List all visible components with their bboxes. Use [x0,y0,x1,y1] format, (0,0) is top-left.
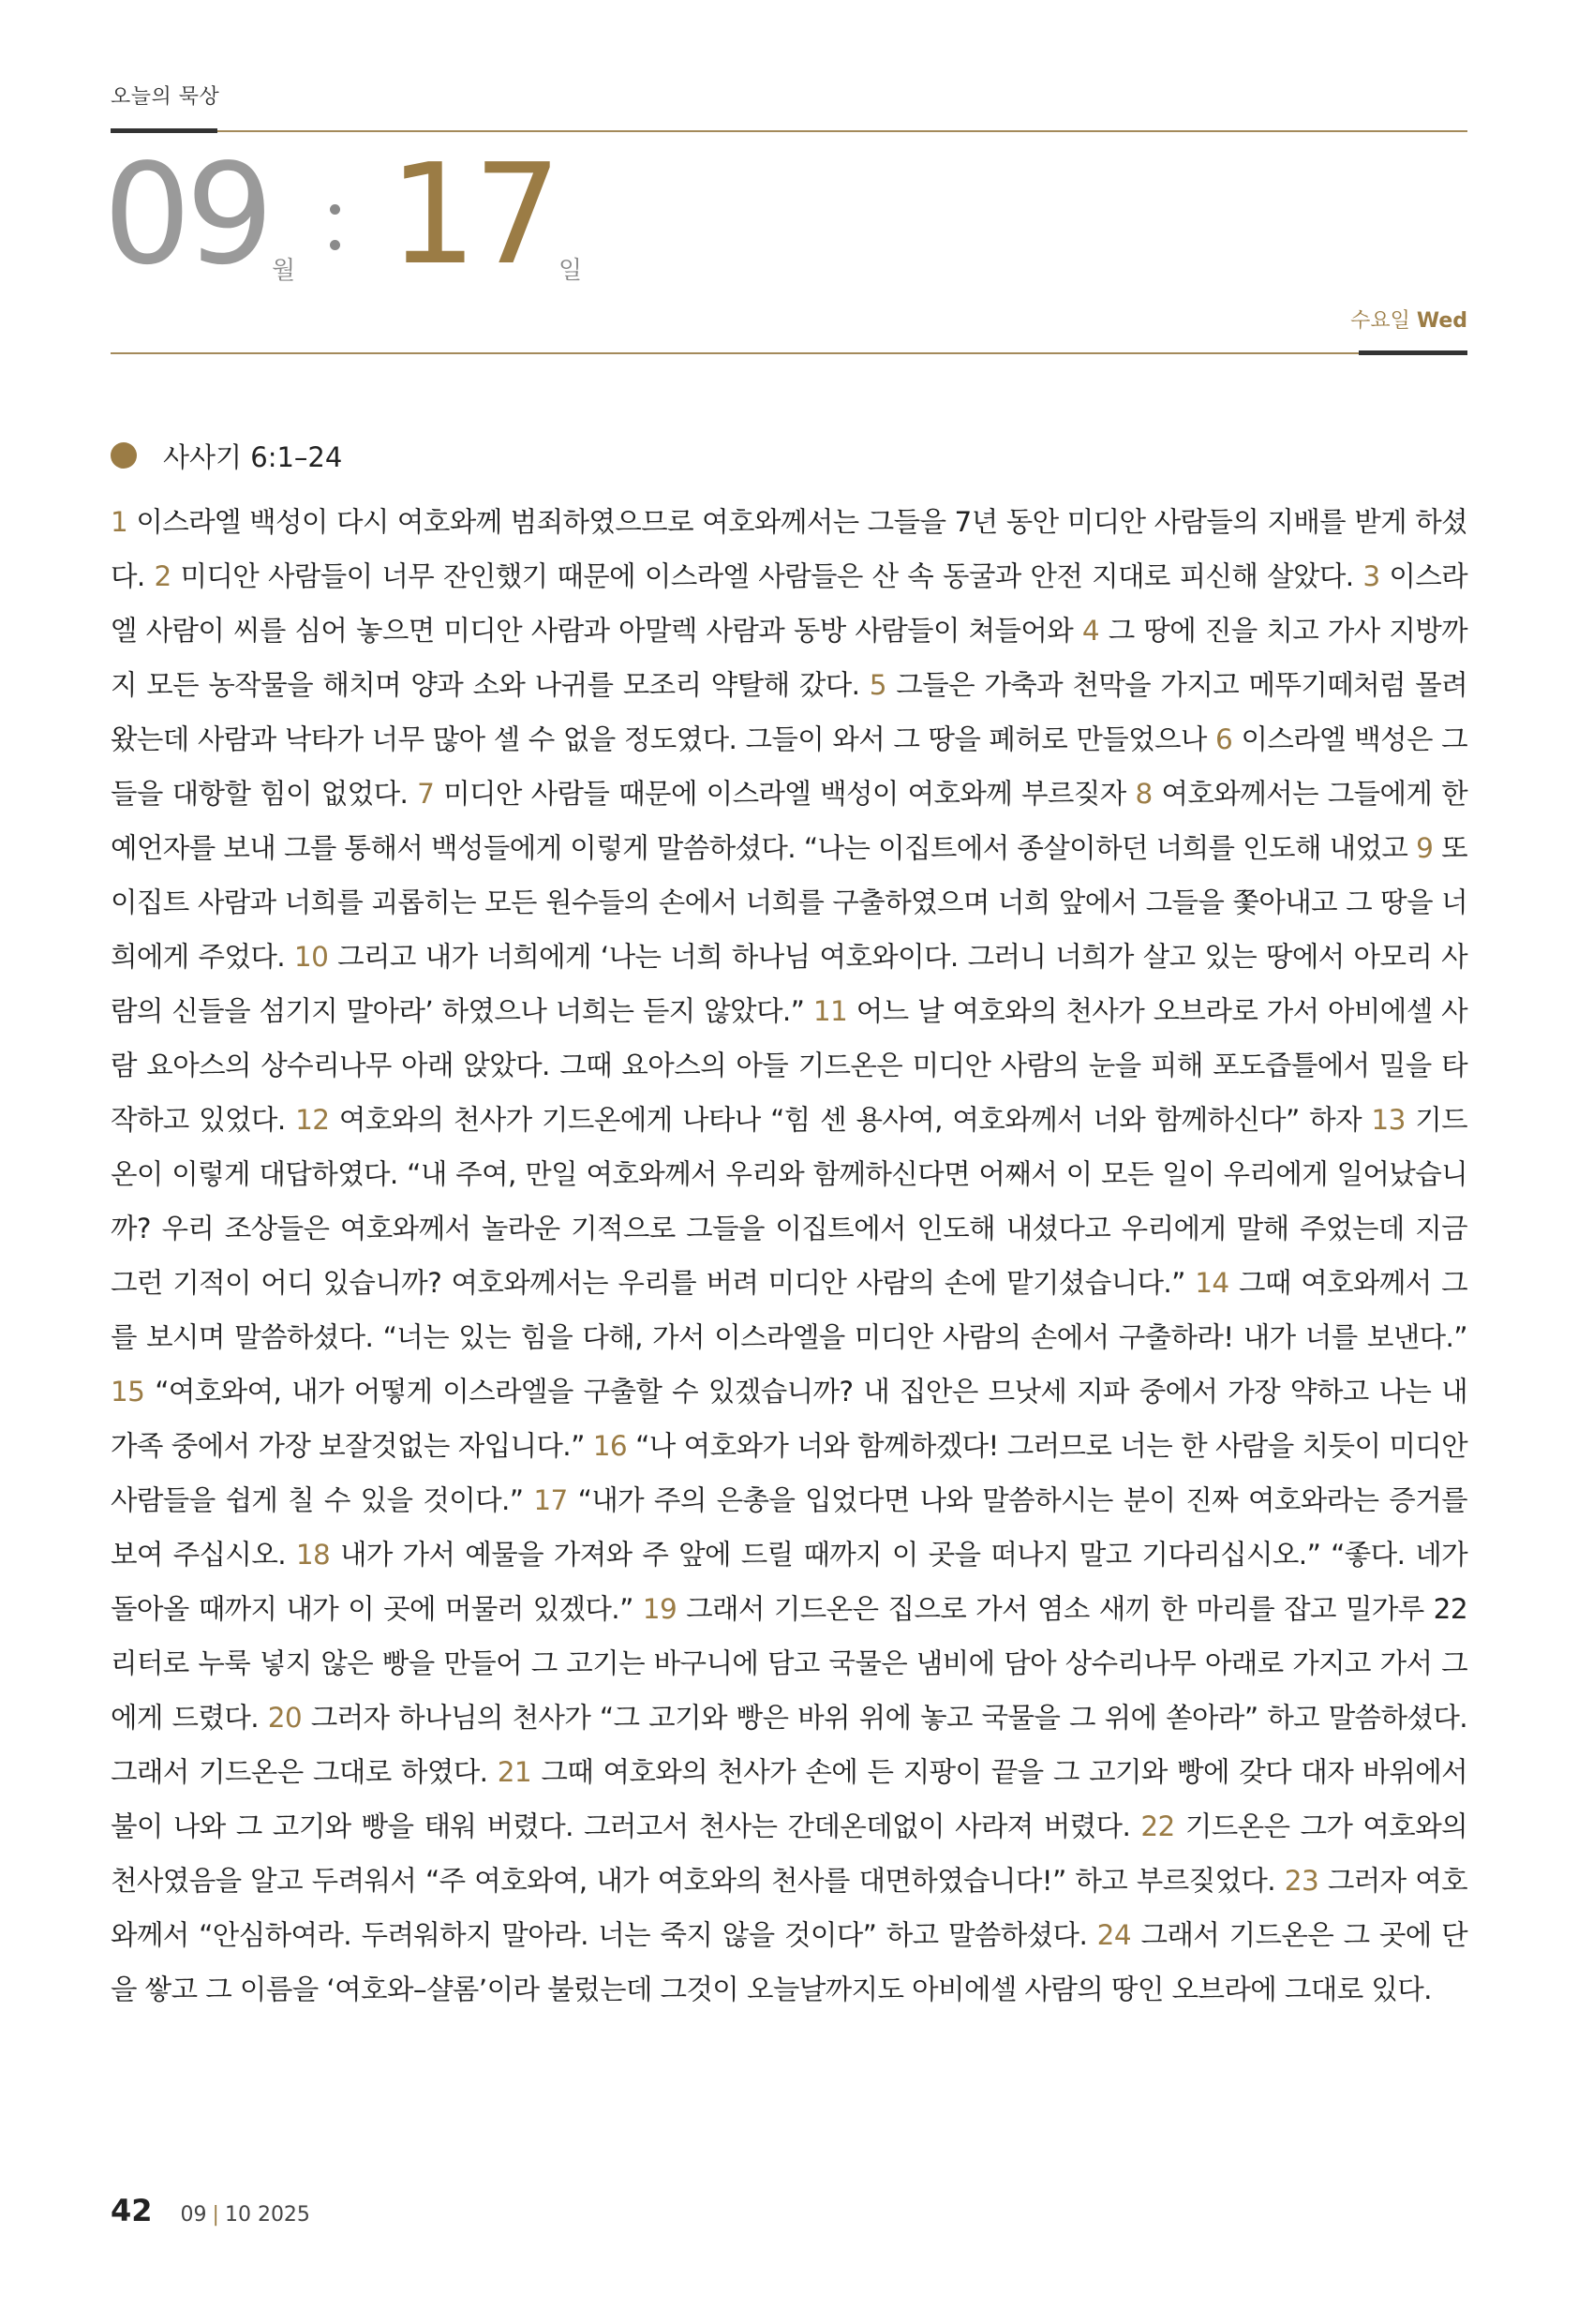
passage-text [111,495,1467,2017]
verse-text: 이스라엘 백성은 그들을 대항할 힘이 없었다. [111,723,1468,810]
verse-text: 미디안 사람들이 너무 잔인했기 때문에 이스라엘 사람들은 산 속 동굴과 안전 지대로 피신해 살았다. [180,560,1354,592]
verse-number: 20 [267,1702,303,1734]
issue-label: 09 | 10 2025 [180,2203,310,2227]
verse-number: 2 [154,560,171,592]
verse-text: 그때 여호와의 천사가 손에 든 지팡이 끝을 그 고기와 빵에 갖다 대자 바위에서 불이 나와 그 고기와 빵을 태워 버렸다. 그러고서 천사는 간데온데없이 사라져 버렸다. [111,1756,1467,1842]
verse-number: 15 [111,1376,145,1408]
verse-text: “내가 주의 은총을 입었다면 나와 말씀하시는 분이 진짜 여호와라는 증거를 보여 주십시오. [111,1484,1468,1571]
weekday-ko: 수요일 [1350,309,1410,333]
verse-text: 이스라엘 사람이 씨를 심어 놓으면 미디안 사람과 아말렉 사람과 동방 사람들이 쳐들어와 [111,560,1468,647]
verse-text: 이스라엘 백성이 다시 여호와께 범죄하였으므로 여호와께서는 그들을 7년 동안 미디안 사람들의 지배를 받게 하셨다. [111,506,1467,592]
date-colon [330,187,341,262]
date-month-unit: 월 [272,257,296,285]
verse-text: 내가 가서 예물을 가져와 주 앞에 드릴 때까지 이 곳을 떠나지 말고 기다리십시오.” “좋다. 네가 돌아올 때까지 내가 이 곳에 머물러 있겠다.” [111,1539,1467,1625]
verse-number: 5 [869,669,886,701]
page-number: 42 [111,2193,153,2228]
weekday-en: Wed [1416,309,1467,333]
verse-number: 3 [1362,560,1380,592]
mid-rule [111,352,1467,354]
mid-rule-accent [1359,350,1467,355]
top-rule [111,130,1467,132]
weekday [1350,305,1467,334]
verse-number: 12 [295,1104,330,1136]
verse-number: 14 [1195,1267,1229,1299]
verse-text: 그러자 여호와께서 “안심하여라. 두려워하지 말아라. 너는 죽지 않을 것이다” 하고 말씀하셨다. [111,1865,1468,1951]
issue-month-a: 09 [180,2203,207,2227]
date-month: 09 [103,134,269,295]
bullet-dot [111,442,137,469]
verse-number: 21 [497,1756,532,1788]
verse-number: 4 [1081,615,1100,647]
verse-text: 그들은 가축과 천막을 가지고 메뚜기떼처럼 몰려왔는데 사람과 낙타가 너무 많아 셀 수 없을 정도였다. 그들이 와서 그 땅을 폐허로 만들었으나 [111,669,1468,755]
verse-text: 여호와께서는 그들에게 한 예언자를 보내 그를 통해서 백성들에게 이렇게 말씀하셨다. “나는 이집트에서 종살이하던 너희를 인도해 내었고 [111,778,1468,864]
date-day-unit: 일 [558,257,583,285]
verse-number: 7 [417,778,435,810]
issue-month-b: 10 2025 [224,2203,310,2227]
verse-number: 11 [812,995,848,1027]
passage-heading [111,439,342,472]
passage-reference: 사사기 6:1–24 [163,440,343,473]
verse-text: 또 이집트 사람과 너희를 괴롭히는 모든 원수들의 손에서 너희를 구출하였으며 너희 앞에서 그들을 쫓아내고 그 땅을 너희에게 주었다. [111,832,1467,973]
verse-number: 19 [642,1593,677,1625]
verse-number: 10 [293,941,329,973]
verse-number: 8 [1135,778,1153,810]
top-rule-accent [111,128,217,133]
verse-number: 6 [1215,723,1233,755]
verse-number: 16 [592,1430,628,1462]
verse-text: 기드온은 그가 여호와의 천사였음을 알고 두려워서 “주 여호와여, 내가 여호와의 천사를 대면하였습니다!” 하고 부르짖었다. [111,1810,1467,1897]
verse-number: 23 [1284,1865,1319,1897]
verse-text: 미디안 사람들 때문에 이스라엘 백성이 여호와께 부르짖자 [443,778,1126,810]
verse-number: 9 [1416,832,1434,864]
verse-text: 그리고 내가 너희에게 ‘나는 너희 하나님 여호와이다. 그러니 너희가 살고 있는 땅에서 아모리 사람의 신들을 섬기지 말아라’ 하였으나 너희는 듣지 않았다.” [111,941,1468,1027]
date-day: 17 [389,134,558,295]
verse-number: 24 [1096,1919,1132,1951]
verse-text: 그러자 하나님의 천사가 “그 고기와 빵은 바위 위에 놓고 국물을 그 위에 쏟아라” 하고 말씀하셨다. 그래서 기드온은 그대로 하였다. [111,1702,1467,1788]
verse-number: 1 [111,506,128,538]
section-label: 오늘의 묵상 [111,85,220,109]
verse-number: 22 [1140,1810,1175,1842]
verse-text: 기드온이 이렇게 대답하였다. “내 주여, 만일 여호와께서 우리와 함께하신다면 어째서 이 모든 일이 우리에게 일어났습니까? 우리 조상들은 여호와께서 놀라운 기적으로 그들을 이집트에서 인도해 내셨다고 우리에게 말해 주었는데 지금 그런 기적이 어디 있습니까? 여호와께서는 우리를 버려 미디안 사람의 손에 맡기셨습니다.” [111,1104,1468,1299]
verse-text: 여호와의 천사가 기드온에게 나타나 “힘 센 용사여, 여호와께서 너와 함께하신다” 하자 [338,1104,1362,1136]
verse-number: 18 [295,1539,331,1571]
verse-number: 13 [1371,1104,1406,1136]
verse-text: “나 여호와가 너와 함께하겠다! 그러므로 너는 한 사람을 치듯이 미디안 사람들을 쉽게 칠 수 있을 것이다.” [111,1430,1468,1516]
verse-text: “여호와여, 내가 어떻게 이스라엘을 구출할 수 있겠습니까? 내 집안은 므낫세 지파 중에서 가장 약하고 나는 내 가족 중에서 가장 보잘것없는 자입니다.” [111,1376,1468,1462]
verse-text: 그래서 기드온은 집으로 가서 염소 새끼 한 마리를 잡고 밀가루 22리터로 누룩 넣지 않은 빵을 만들어 그 고기는 바구니에 담고 국물은 냄비에 담아 상수리나무 아래로 가지고 가서 그에게 드렸다. [111,1593,1467,1734]
verse-text: 그때 여호와께서 그를 보시며 말씀하셨다. “너는 있는 힘을 다해, 가서 이스라엘을 미디안 사람의 손에서 구출하라! 내가 너를 보낸다.” [111,1267,1467,1353]
verse-text: 어느 날 여호와의 천사가 오브라로 가서 아비에셀 사람 요아스의 상수리나무 아래 앉았다. 그때 요아스의 아들 기드온은 미디안 사람의 눈을 피해 포도즙틀에서 밀을 타작하고 있었다. [111,995,1467,1136]
verse-text: 그래서 기드온은 그 곳에 단을 쌓고 그 이름을 ‘여호와–샬롬’이라 불렀는데 그것이 오늘날까지도 아비에셀 사람의 땅인 오브라에 그대로 있다. [111,1919,1468,2005]
verse-number: 17 [533,1484,568,1516]
verse-text: 그 땅에 진을 치고 가사 지방까지 모든 농작물을 해치며 양과 소와 나귀를 모조리 약탈해 갔다. [111,615,1468,701]
footer [111,2193,310,2228]
